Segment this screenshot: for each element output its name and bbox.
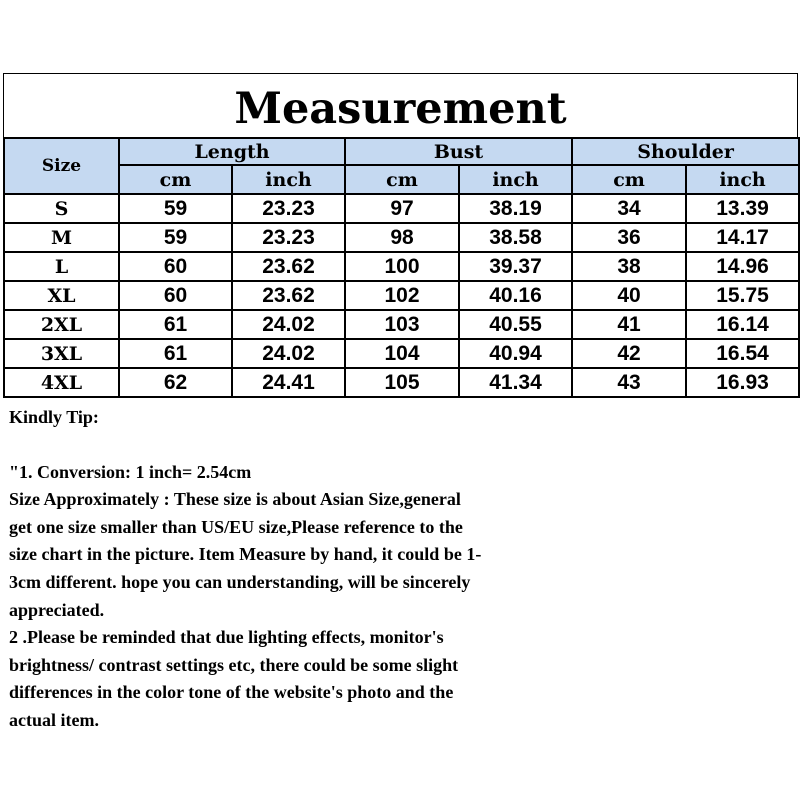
measurement-cell: 23.62 [232, 281, 345, 310]
unit-header: cm [345, 165, 459, 194]
note-line: size chart in the picture. Item Measure by hand, it could be 1- [9, 544, 482, 565]
measurement-cell: 42 [572, 339, 686, 368]
measurement-cell: 41 [572, 310, 686, 339]
unit-header: inch [232, 165, 345, 194]
measurement-cell: 61 [119, 310, 232, 339]
measurement-cell: 40.16 [459, 281, 572, 310]
measurement-cell: 97 [345, 194, 459, 223]
measurement-cell: 60 [119, 281, 232, 310]
note-line: get one size smaller than US/EU size,Please reference to the [9, 516, 463, 537]
measurement-cell: 40.94 [459, 339, 572, 368]
measurement-cell: 14.17 [686, 223, 799, 252]
table-row [4, 339, 799, 368]
measurement-cell: 38 [572, 252, 686, 281]
size-label: S [4, 194, 119, 223]
size-label: XL [4, 281, 119, 310]
measurement-cell: 14.96 [686, 252, 799, 281]
measurement-cell: 41.34 [459, 368, 572, 397]
note-line: 2 .Please be reminded that due lighting effects, monitor's [9, 627, 444, 648]
measurement-cell: 24.02 [232, 339, 345, 368]
measurement-cell: 38.19 [459, 194, 572, 223]
measurement-cell: 39.37 [459, 252, 572, 281]
measurement-cell: 98 [345, 223, 459, 252]
size-label: M [4, 223, 119, 252]
notes-spacer [9, 432, 789, 459]
length-group-header: Length [119, 138, 345, 165]
table-row [4, 281, 799, 310]
size-label: 4XL [4, 368, 119, 397]
measurement-cell: 23.62 [232, 252, 345, 281]
size-column-header: Size [4, 138, 119, 194]
table-row [4, 368, 799, 397]
note-line: "1. Conversion: 1 inch= 2.54cm [9, 461, 252, 482]
measurement-cell: 59 [119, 194, 232, 223]
unit-header: cm [572, 165, 686, 194]
notes-body [9, 459, 789, 735]
measurement-cell: 13.39 [686, 194, 799, 223]
notes-section [9, 404, 789, 735]
header-row-groups [4, 138, 799, 165]
measurement-cell: 43 [572, 368, 686, 397]
table-row [4, 310, 799, 339]
table-row [4, 223, 799, 252]
note-line: 3cm different. hope you can understanding, will be sincerely [9, 571, 471, 592]
table-row [4, 252, 799, 281]
measurement-cell: 59 [119, 223, 232, 252]
notes-heading: Kindly Tip: [9, 407, 99, 427]
measurement-cell: 100 [345, 252, 459, 281]
chart-title: Measurement [3, 73, 798, 137]
measurement-cell: 61 [119, 339, 232, 368]
measurement-cell: 40.55 [459, 310, 572, 339]
measurement-cell: 105 [345, 368, 459, 397]
measurement-cell: 40 [572, 281, 686, 310]
measurement-cell: 16.14 [686, 310, 799, 339]
measurement-cell: 24.41 [232, 368, 345, 397]
measurement-cell: 24.02 [232, 310, 345, 339]
measurement-cell: 104 [345, 339, 459, 368]
measurement-cell: 60 [119, 252, 232, 281]
note-line: appreciated. [9, 599, 105, 620]
size-label: L [4, 252, 119, 281]
size-chart [3, 73, 798, 400]
table-row [4, 194, 799, 223]
header-row-units [4, 165, 799, 194]
note-line: actual item. [9, 709, 99, 730]
measurement-cell: 16.54 [686, 339, 799, 368]
unit-header: inch [686, 165, 799, 194]
measurement-cell: 23.23 [232, 223, 345, 252]
measurement-cell: 16.93 [686, 368, 799, 397]
measurement-cell: 23.23 [232, 194, 345, 223]
measurement-cell: 103 [345, 310, 459, 339]
unit-header: inch [459, 165, 572, 194]
note-line: differences in the color tone of the website's photo and the [9, 682, 454, 703]
measurement-cell: 38.58 [459, 223, 572, 252]
shoulder-group-header: Shoulder [572, 138, 799, 165]
measurement-cell: 15.75 [686, 281, 799, 310]
measurement-cell: 62 [119, 368, 232, 397]
size-table [3, 137, 800, 398]
bust-group-header: Bust [345, 138, 572, 165]
measurement-cell: 36 [572, 223, 686, 252]
size-label: 3XL [4, 339, 119, 368]
note-line: Size Approximately : These size is about Asian Size,general [9, 489, 461, 510]
measurement-cell: 34 [572, 194, 686, 223]
measurement-cell: 102 [345, 281, 459, 310]
unit-header: cm [119, 165, 232, 194]
note-line: brightness/ contrast settings etc, there could be some slight [9, 654, 459, 675]
size-label: 2XL [4, 310, 119, 339]
